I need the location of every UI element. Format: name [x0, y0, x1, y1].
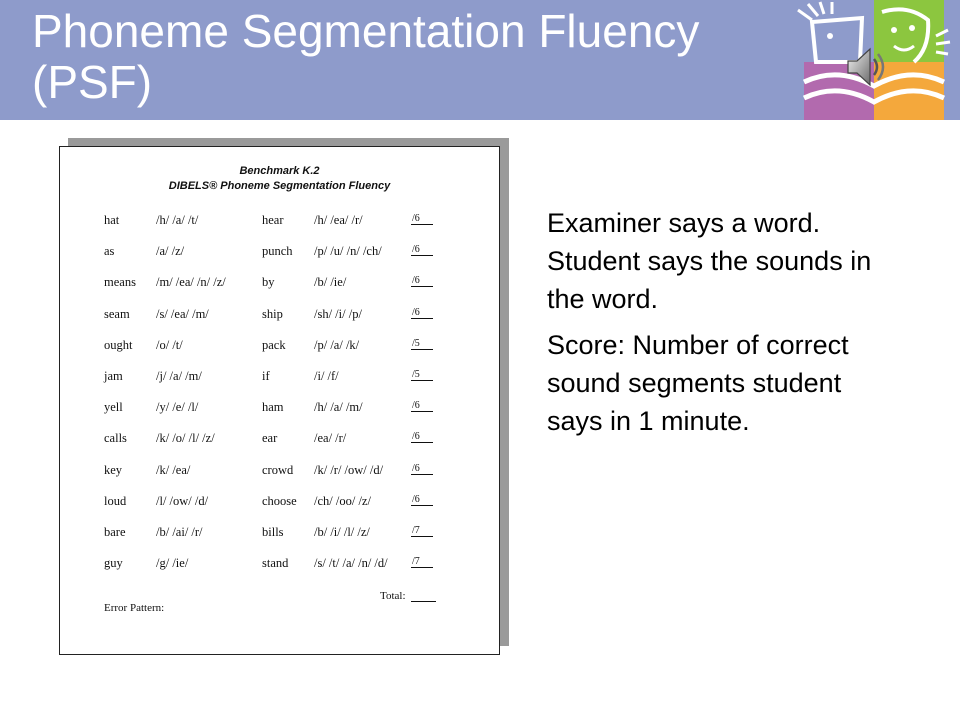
total-blank — [411, 591, 436, 602]
phoneme-cell: /h/ /a/ /t/ — [156, 213, 199, 227]
phoneme-cell: /m/ /ea/ /n/ /z/ — [156, 275, 226, 290]
max-score: /6 — [412, 462, 420, 474]
slide-header — [0, 0, 960, 120]
word-cell: ship — [262, 306, 283, 321]
word-cell: ought — [104, 337, 133, 352]
max-score: /6 — [412, 431, 420, 443]
phoneme-cell: /s/ /ea/ /m/ — [156, 306, 209, 321]
instructions — [547, 204, 887, 448]
word-cell: ear — [262, 431, 278, 446]
word-cell: pack — [262, 337, 286, 352]
word-cell: hat — [104, 213, 120, 227]
max-score: /6 — [412, 275, 420, 287]
word-cell: by — [262, 275, 275, 290]
form-benchmark-label: Benchmark K.2 — [239, 165, 320, 177]
word-cell: ham — [262, 400, 284, 415]
phoneme-cell: /ea/ /r/ — [314, 431, 347, 446]
word-cell: yell — [104, 400, 123, 415]
form-row — [60, 307, 499, 323]
phoneme-cell: /k/ /o/ /l/ /z/ — [156, 431, 215, 446]
phoneme-cell: /k/ /ea/ — [156, 462, 191, 477]
phoneme-cell: /h/ /a/ /m/ — [314, 400, 363, 415]
phoneme-cell: /g/ /ie/ — [156, 556, 189, 571]
phoneme-cell: /sh/ /i/ /p/ — [314, 306, 362, 321]
phoneme-cell: /p/ /u/ /n/ /ch/ — [314, 244, 382, 259]
word-cell: hear — [262, 213, 284, 227]
word-cell: bare — [104, 525, 126, 539]
word-cell: jam — [104, 369, 123, 383]
word-cell: choose — [262, 493, 297, 508]
phoneme-cell: /l/ /ow/ /d/ — [156, 493, 209, 508]
word-cell: crowd — [262, 462, 294, 477]
slide-title: Phoneme Segmentation Fluency (PSF) — [32, 5, 700, 108]
instruction-score: Score: Number of correct sound segments student says in 1 minute. — [547, 330, 849, 436]
word-cell: means — [104, 275, 136, 290]
phoneme-cell: /h/ /ea/ /r/ — [314, 213, 363, 227]
phoneme-cell: /b/ /i/ /l/ /z/ — [314, 525, 370, 539]
form-row — [60, 525, 499, 541]
max-score: /6 — [412, 493, 420, 505]
phoneme-cell: /i/ /f/ — [314, 369, 339, 383]
word-cell: bills — [262, 525, 284, 539]
error-pattern-label: Error Pattern: — [104, 602, 165, 614]
form-total — [380, 590, 436, 602]
form-heading: DIBELS® Phoneme Segmentation Fluency — [168, 180, 391, 192]
max-score: /5 — [412, 369, 420, 380]
phoneme-cell: /o/ /t/ — [156, 337, 183, 352]
phoneme-cell: /ch/ /oo/ /z/ — [314, 493, 371, 508]
phoneme-cell: /s/ /t/ /a/ /n/ /d/ — [314, 556, 388, 571]
max-score: /6 — [412, 213, 420, 224]
word-cell: guy — [104, 556, 123, 571]
form-row — [60, 400, 499, 416]
form-row — [60, 213, 499, 229]
form-row — [60, 431, 499, 447]
form-row — [60, 244, 499, 260]
word-cell: key — [104, 462, 123, 477]
instruction-examiner: Examiner says a word. Student says the sounds in the word. — [547, 208, 872, 314]
form-row — [60, 556, 499, 572]
phoneme-cell: /y/ /e/ /l/ — [156, 400, 199, 415]
word-cell: loud — [104, 493, 127, 508]
phoneme-cell: /b/ /ai/ /r/ — [156, 525, 203, 539]
form-row — [60, 463, 499, 479]
phoneme-cell: /k/ /r/ /ow/ /d/ — [314, 462, 384, 477]
word-cell: punch — [262, 244, 293, 259]
max-score: /7 — [412, 525, 420, 536]
speaker-icon[interactable] — [844, 44, 890, 90]
phoneme-cell: /b/ /ie/ — [314, 275, 347, 290]
phoneme-cell: /p/ /a/ /k/ — [314, 337, 360, 352]
word-cell: calls — [104, 431, 127, 446]
phoneme-cell: /j/ /a/ /m/ — [156, 369, 202, 383]
max-score: /7 — [412, 556, 420, 568]
word-cell: if — [262, 369, 270, 383]
phoneme-cell: /a/ /z/ — [156, 244, 185, 259]
max-score: /6 — [412, 306, 420, 318]
max-score: /6 — [412, 400, 420, 412]
word-cell: stand — [262, 556, 289, 571]
max-score: /5 — [412, 337, 420, 349]
form-row — [60, 494, 499, 510]
form-row — [60, 338, 499, 354]
word-cell: seam — [104, 306, 130, 321]
max-score: /6 — [412, 244, 420, 256]
word-cell: as — [104, 244, 115, 259]
form-row — [60, 369, 499, 385]
form-row — [60, 275, 499, 291]
total-label: Total: — [380, 590, 406, 602]
psf-benchmark-form — [59, 146, 500, 655]
